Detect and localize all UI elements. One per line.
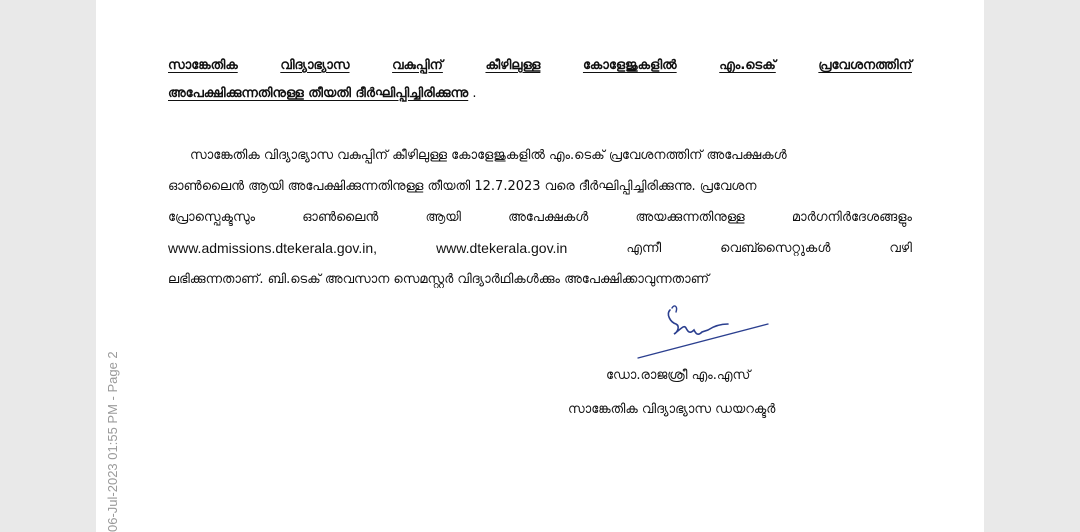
heading-line-1	[168, 52, 912, 80]
body-line	[168, 233, 912, 264]
body-line	[168, 264, 912, 295]
body-text: ലഭിക്കുന്നതാണ്. ബി.ടെക് അവസാന സെമസ്റ്റർ വിദ്യാർഥികൾക്കും അപേക്ഷിക്കാവുന്നതാണ്	[168, 272, 709, 287]
admissions-url-link[interactable]: www.admissions.dtekerala.gov.in,	[168, 240, 378, 256]
heading-word: സാങ്കേതിക	[168, 58, 238, 73]
body-line	[168, 171, 912, 202]
page-timestamp-stamp: 06-Jul-2023 01:55 PM - Page 2	[105, 351, 120, 532]
body-line	[168, 140, 912, 171]
body-word: പ്രോസ്പെക്ടസും	[168, 210, 256, 225]
body-word: അപേക്ഷകൾ	[508, 210, 589, 225]
body-word: മാർഗനിർദേശങ്ങളും	[791, 210, 912, 225]
heading-word: വിദ്യാഭ്യാസ	[280, 58, 350, 73]
body-word: വെബ്സൈറ്റുകൾ	[720, 241, 831, 256]
body-line	[168, 202, 912, 233]
heading-line-2	[168, 80, 912, 108]
notice-body	[168, 140, 912, 295]
notice-heading	[168, 52, 912, 108]
heading-word: എം.ടെക്	[719, 58, 776, 73]
dtekerala-url-link[interactable]: www.dtekerala.gov.in	[436, 240, 568, 256]
handwritten-signature	[636, 300, 776, 364]
body-word: വഴി	[889, 241, 912, 256]
body-text: സാങ്കേതിക വിദ്യാഭ്യാസ വകുപ്പിന് കീഴിലുള്ള കോളേജുകളിൽ എം.ടെക് പ്രവേശനത്തിന് അപേക്ഷകൾ	[190, 148, 787, 163]
signatory-name: ഡോ.രാജശ്രീ എം.എസ്	[606, 368, 751, 383]
heading-text: അപേക്ഷിക്കുന്നതിനുള്ള തീയതി ദീർഘിപ്പിച്ചിരിക്കുന്നു	[168, 86, 469, 101]
heading-word: കോളേജുകളിൽ	[582, 58, 677, 73]
body-word: ഓൺലൈൻ	[302, 210, 379, 225]
heading-period: .	[468, 86, 477, 101]
signatory-title: സാങ്കേതിക വിദ്യാഭ്യാസ ഡയറക്ടർ	[568, 402, 776, 417]
body-word: അയക്കുന്നതിനുള്ള	[635, 210, 745, 225]
body-word: ആയി	[425, 210, 461, 225]
heading-word: വകുപ്പിന്	[392, 58, 443, 73]
heading-word: പ്രവേശനത്തിന്	[818, 58, 912, 73]
body-text: ഓൺലൈൻ ആയി അപേക്ഷിക്കുന്നതിനുള്ള തീയതി 12.7.2023 വരെ ദീർഘിപ്പിച്ചിരിക്കുന്നു. പ്രവേശന	[168, 179, 757, 194]
heading-word: കീഴിലുള്ള	[485, 58, 541, 73]
body-word: എന്നീ	[626, 241, 662, 256]
